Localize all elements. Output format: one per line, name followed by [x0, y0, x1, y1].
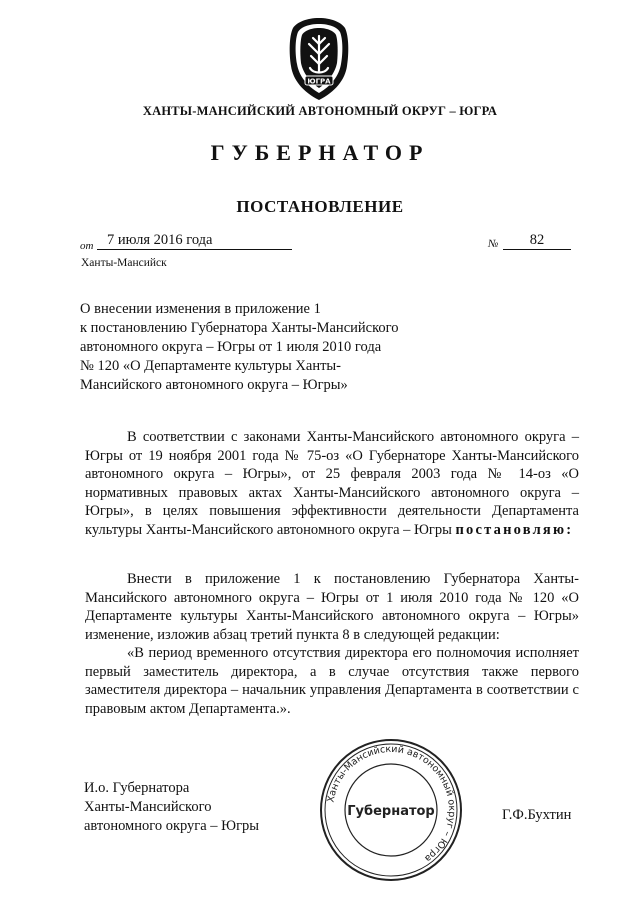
- signatory-title: [84, 779, 259, 836]
- document-subject: [80, 300, 410, 395]
- subject-line: № 120 «О Департаменте культуры Ханты-: [80, 358, 341, 374]
- document-type-title: ПОСТАНОВЛЕНИЕ: [236, 197, 404, 216]
- signatory-name: Г.Ф.Бухтин: [502, 807, 572, 823]
- svg-text:Ханты-Мансийский автономный ок: Ханты-Мансийский автономный округ – Югра: [325, 743, 458, 865]
- authority-title: ГУБЕРНАТОР: [210, 140, 430, 165]
- svg-text:ЮГРА: ЮГРА: [307, 77, 331, 86]
- preamble-text: В соответствии с законами Ханты-Мансийского автономного округа – Югры от 19 ноября 2001 года № 75-оз «О Губернаторе Ханты-Мансийского автономного округа – Югры», от 25 февраля 2003 года № 14-оз «О нормативных правовых актах Ханты-Мансийского автономного округа – Югры», в целях повышения эффективности деятельности Департамента культуры Ханты-Мансийского автономного округа – Югры: [85, 429, 579, 538]
- quoted-amendment: «В период временного отсутствия директора его полномочия исполняет первый заместитель директора, а в случае отсутствия также первого заместителя директора – начальник управления Департамента в соответствии с правовым актом Департамента.».: [85, 645, 579, 717]
- number-prefix: №: [488, 238, 499, 250]
- signatory-title-line: автономного округа – Югры: [84, 818, 260, 834]
- official-seal-stamp: [316, 735, 466, 885]
- operative-paragraph: Внести в приложение 1 к постановлению Губернатора Ханты-Мансийского автономного округа – Югры от 1 июля 2010 года № 120 «О Департаменте культуры Ханты-Мансийского автономного округа – Югры» изменение, изложив абзац третий пункта 8 в следующей редакции:: [85, 571, 579, 643]
- resolution-keyword: постановляю:: [455, 521, 574, 538]
- subject-line: Мансийского автономного округа – Югры»: [80, 377, 348, 393]
- subject-line: О внесении изменения в приложение 1: [80, 301, 321, 317]
- coat-of-arms-emblem: [283, 14, 355, 104]
- date-number-row: [80, 232, 580, 256]
- preamble-paragraph: [85, 428, 579, 539]
- signatory-title-line: Ханты-Мансийского: [84, 799, 212, 815]
- city-name: Ханты-Мансийск: [81, 257, 167, 269]
- svg-text:Губернатор: Губернатор: [347, 804, 435, 819]
- signatory-title-line: И.о. Губернатора: [84, 780, 190, 796]
- subject-line: автономного округа – Югры от 1 июля 2010 года: [80, 339, 382, 355]
- organization-name: ХАНТЫ-МАНСИЙСКИЙ АВТОНОМНЫЙ ОКРУГ – ЮГРА: [142, 104, 498, 118]
- subject-line: к постановлению Губернатора Ханты-Мансийского: [80, 320, 399, 336]
- date-prefix: от: [80, 240, 94, 252]
- document-date: 7 июля 2016 года: [97, 232, 292, 250]
- document-number: 82: [503, 232, 571, 250]
- operative-section: [85, 570, 579, 718]
